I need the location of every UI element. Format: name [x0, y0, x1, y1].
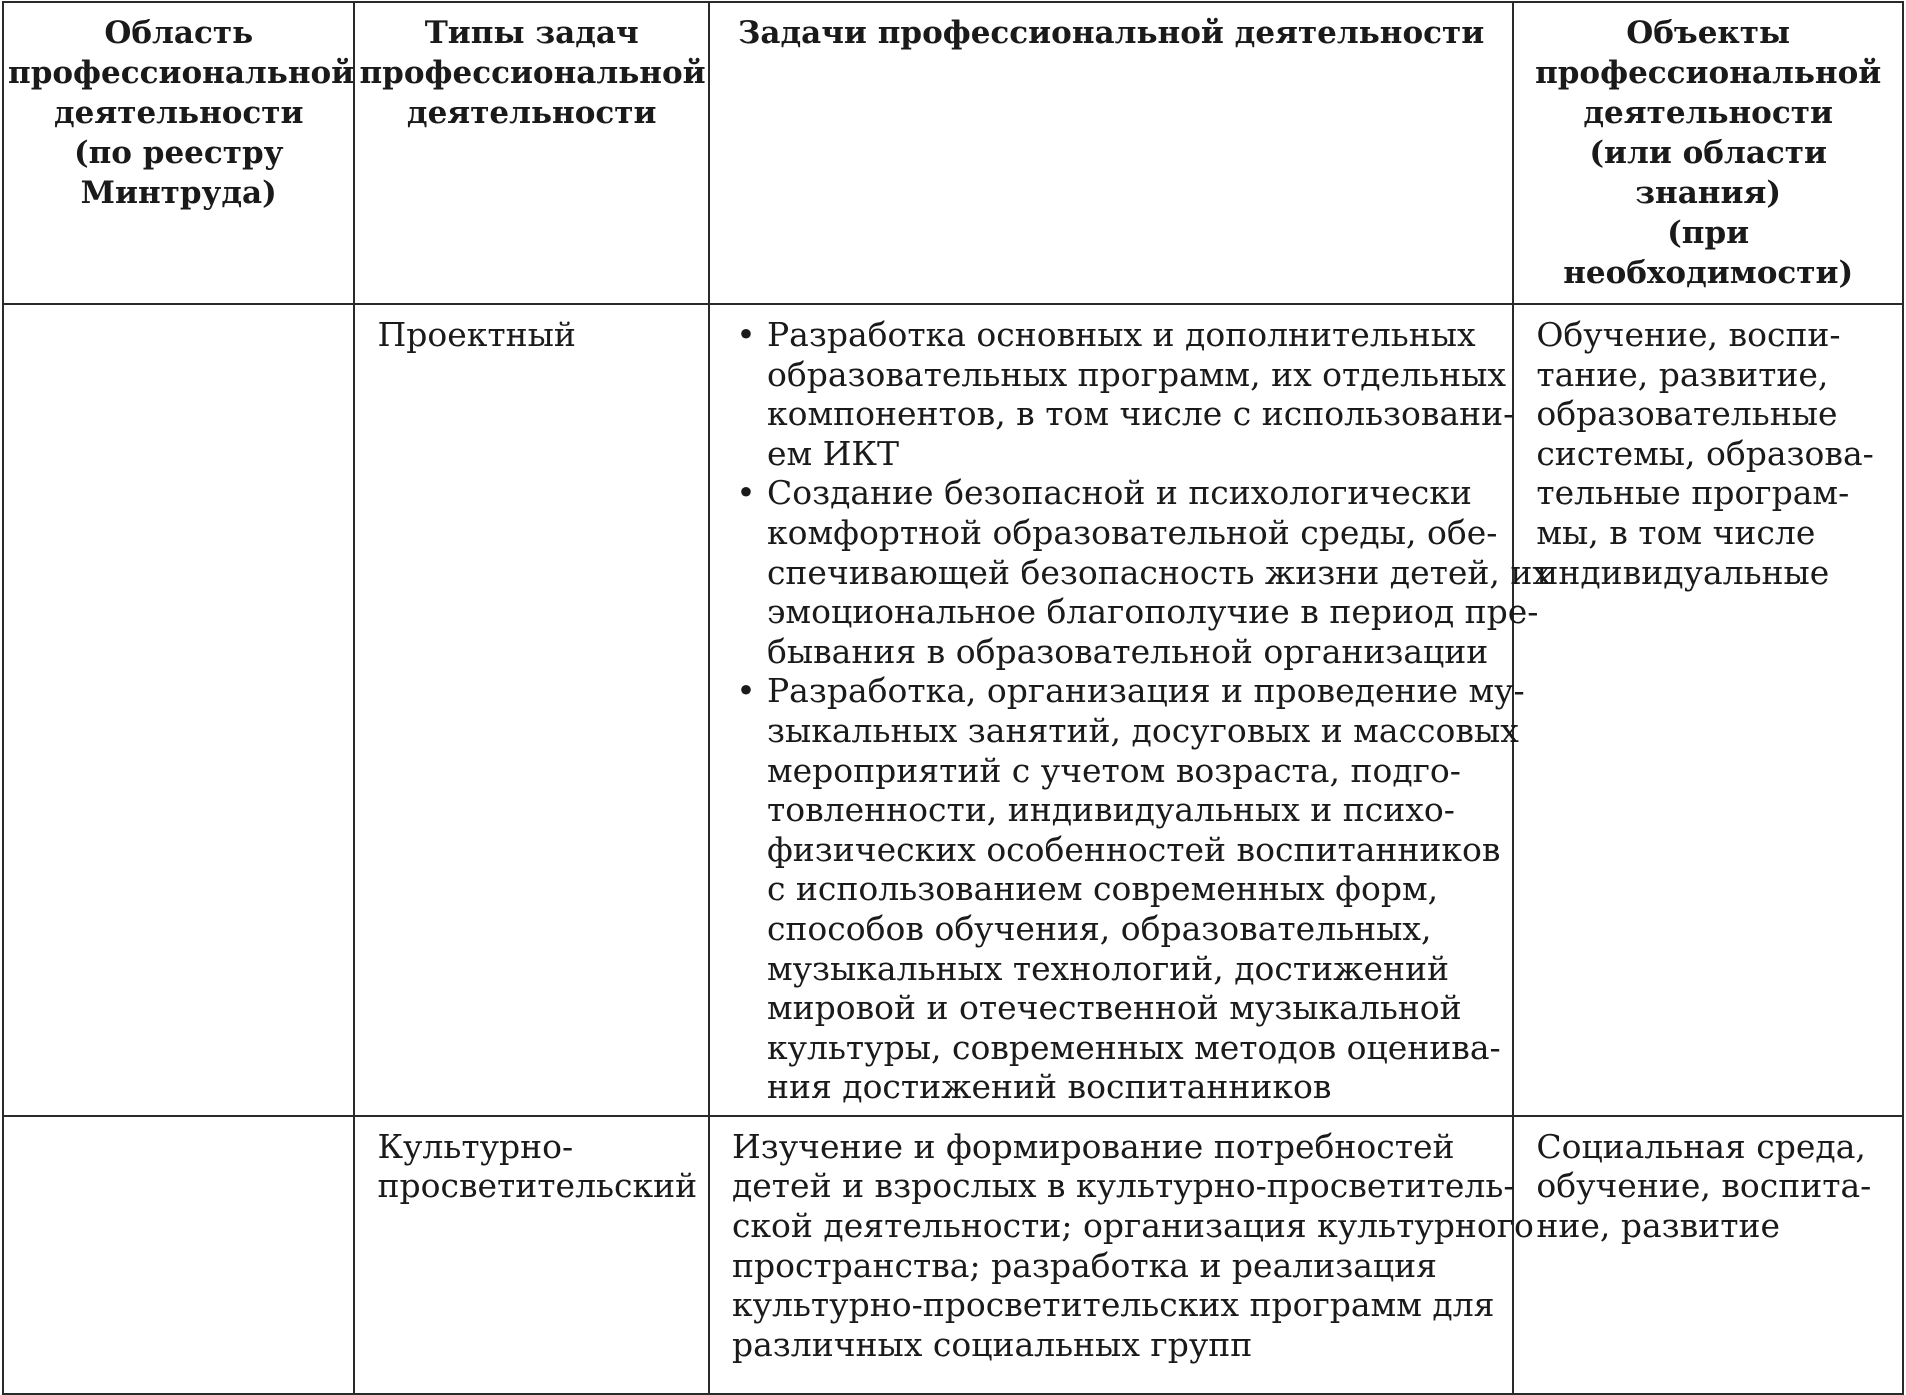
task-line: ния достижений воспитанников: [766, 1067, 1332, 1107]
area-cell: [3, 304, 354, 1116]
tasks-cell: [709, 1116, 1534, 1394]
task-line: культуры, современных методов оценива-: [766, 1027, 1501, 1067]
task-line: компонентов, в том числе с использовани-: [766, 394, 1515, 434]
task-line: эмоциональное благополучие в период пре-: [766, 592, 1539, 632]
header-line: профессиональной: [8, 55, 355, 91]
header-line: Минтруда): [80, 175, 277, 211]
task-line: ской деятельности; организация культурного: [731, 1206, 1534, 1246]
task-line: музыкальных технологий, достижений: [766, 948, 1450, 988]
object-line: образовательные: [1536, 394, 1838, 434]
header-line: (при необходимости): [1563, 215, 1854, 291]
list-item: [732, 671, 1525, 1107]
objects-cell: [1513, 1116, 1903, 1394]
object-line: Социальная среда,: [1536, 1126, 1866, 1166]
header-area: [3, 2, 354, 304]
task-line: различных социальных групп: [731, 1324, 1253, 1364]
task-line: Разработка основных и дополнительных: [766, 315, 1476, 354]
object-line: мы, в том числе: [1536, 512, 1816, 552]
object-line: системы, образова-: [1536, 433, 1874, 473]
object-line: Обучение, воспи-: [1536, 315, 1841, 354]
header-objects: [1513, 2, 1903, 304]
header-tasks: [709, 2, 1513, 304]
task-line: мировой и отечественной музыкальной: [766, 988, 1462, 1028]
task-type-text: просветительский: [377, 1166, 698, 1206]
task-line: Создание безопасной и психологически: [766, 473, 1472, 513]
task-type-cell: [354, 304, 708, 1116]
header-line: профессиональной: [359, 55, 706, 91]
task-line: бывания в образовательной организации: [766, 631, 1489, 671]
task-line: спечивающей безопасность жизни детей, их: [766, 552, 1551, 592]
task-line: ем ИКТ: [766, 433, 899, 473]
list-item: [732, 473, 1551, 671]
object-line: обучение, воспита-: [1536, 1166, 1872, 1206]
task-line: комфортной образовательной среды, обе-: [766, 512, 1498, 552]
task-line: Разработка, организация и проведение му-: [766, 671, 1525, 711]
table-row: [3, 304, 1903, 1116]
task-line: физических особенностей воспитанников: [766, 829, 1501, 869]
task-line: мероприятий с учетом возраста, подго-: [766, 750, 1461, 790]
task-type-text: Культурно-: [377, 1126, 574, 1166]
header-line: деятельности: [1583, 95, 1833, 131]
task-line: способов обучения, образовательных,: [766, 908, 1432, 948]
header-line: Задачи профессиональной деятельности: [738, 15, 1485, 51]
header-line: деятельности: [53, 95, 304, 131]
competency-table: [2, 1, 1904, 1395]
header-line: (или области знания): [1589, 135, 1827, 211]
object-line: индивидуальные: [1536, 552, 1830, 592]
task-line: образовательных программ, их отдельных: [766, 354, 1506, 394]
objects-cell: [1513, 304, 1903, 1116]
table-row: [3, 1116, 1903, 1394]
header-line: Область: [104, 15, 254, 51]
task-line: с использованием современных форм,: [766, 869, 1439, 909]
task-line: детей и взрослых в культурно-просветитель-: [731, 1166, 1515, 1206]
bullet-icon: •: [736, 473, 756, 513]
object-line: тание, развитие,: [1536, 354, 1829, 394]
task-line: пространства; разработка и реализация: [731, 1245, 1437, 1285]
header-line: Типы задач: [424, 15, 639, 51]
object-line: тельные програм-: [1536, 473, 1850, 513]
bullet-icon: •: [736, 315, 756, 354]
header-line: (по реестру: [73, 135, 284, 171]
area-cell: [3, 1116, 354, 1394]
task-line: товленности, индивидуальных и психо-: [766, 790, 1455, 830]
task-line: Изучение и формирование потребностей: [731, 1126, 1455, 1166]
header-line: деятельности: [406, 95, 657, 131]
header-task-types: [354, 2, 708, 304]
task-line: культурно-просветительских программ для: [731, 1285, 1495, 1325]
bullet-icon: •: [736, 671, 756, 711]
object-line: ние, развитие: [1536, 1206, 1780, 1246]
task-type-cell: [354, 1116, 708, 1394]
list-item: [732, 315, 1515, 473]
header-line: профессиональной: [1535, 55, 1882, 91]
task-line: зыкальных занятий, досуговых и массовых: [766, 710, 1519, 750]
task-type-text: Проектный: [377, 315, 576, 354]
tasks-cell: [709, 304, 1551, 1116]
task-list: [732, 315, 1551, 1107]
header-line: Объекты: [1626, 15, 1791, 51]
table-header-row: [3, 2, 1903, 304]
